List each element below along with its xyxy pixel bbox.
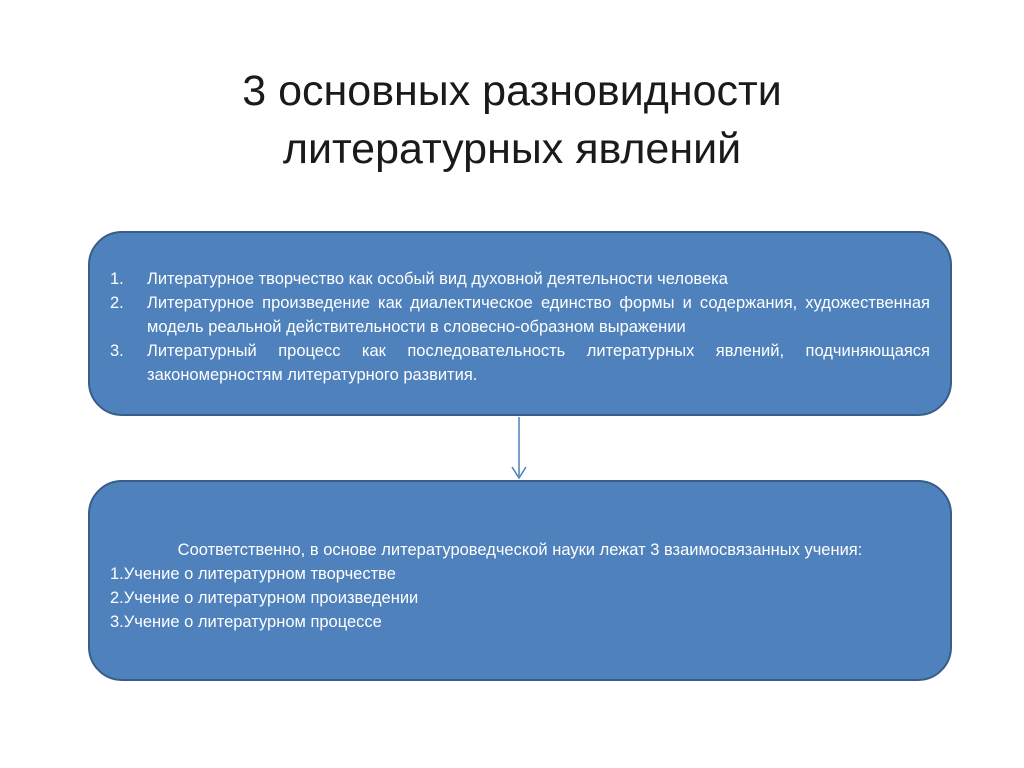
list-item-text: Литературное произведение как диалектическое единство формы и содержания, художественная модель реальной действительности в словесно-образном выражении [147,294,930,336]
teachings-intro: Соответственно, в основе литературоведческой науки лежат 3 взаимосвязанных учения: [177,541,863,559]
list-item-text: Литературное творчество как особый вид духовной деятельности человека [147,270,728,288]
teaching-line: 2.Учение о литературном произведении [110,589,419,607]
slide-title-line-1: 3 основных разновидности [242,67,782,115]
list-item-number: 3. [110,342,124,360]
list-item-text: Литературный процесс как последовательность литературных явлений, подчиняющаяся закономерностям литературного развития. [147,342,930,384]
slide-title-line-2: литературных явлений [282,125,742,173]
teaching-line: 3.Учение о литературном процессе [110,613,382,631]
teaching-line: 1.Учение о литературном творчестве [110,565,396,583]
list-item-number: 2. [110,294,124,312]
list-item-number: 1. [110,270,124,288]
teachings-box [88,480,952,681]
